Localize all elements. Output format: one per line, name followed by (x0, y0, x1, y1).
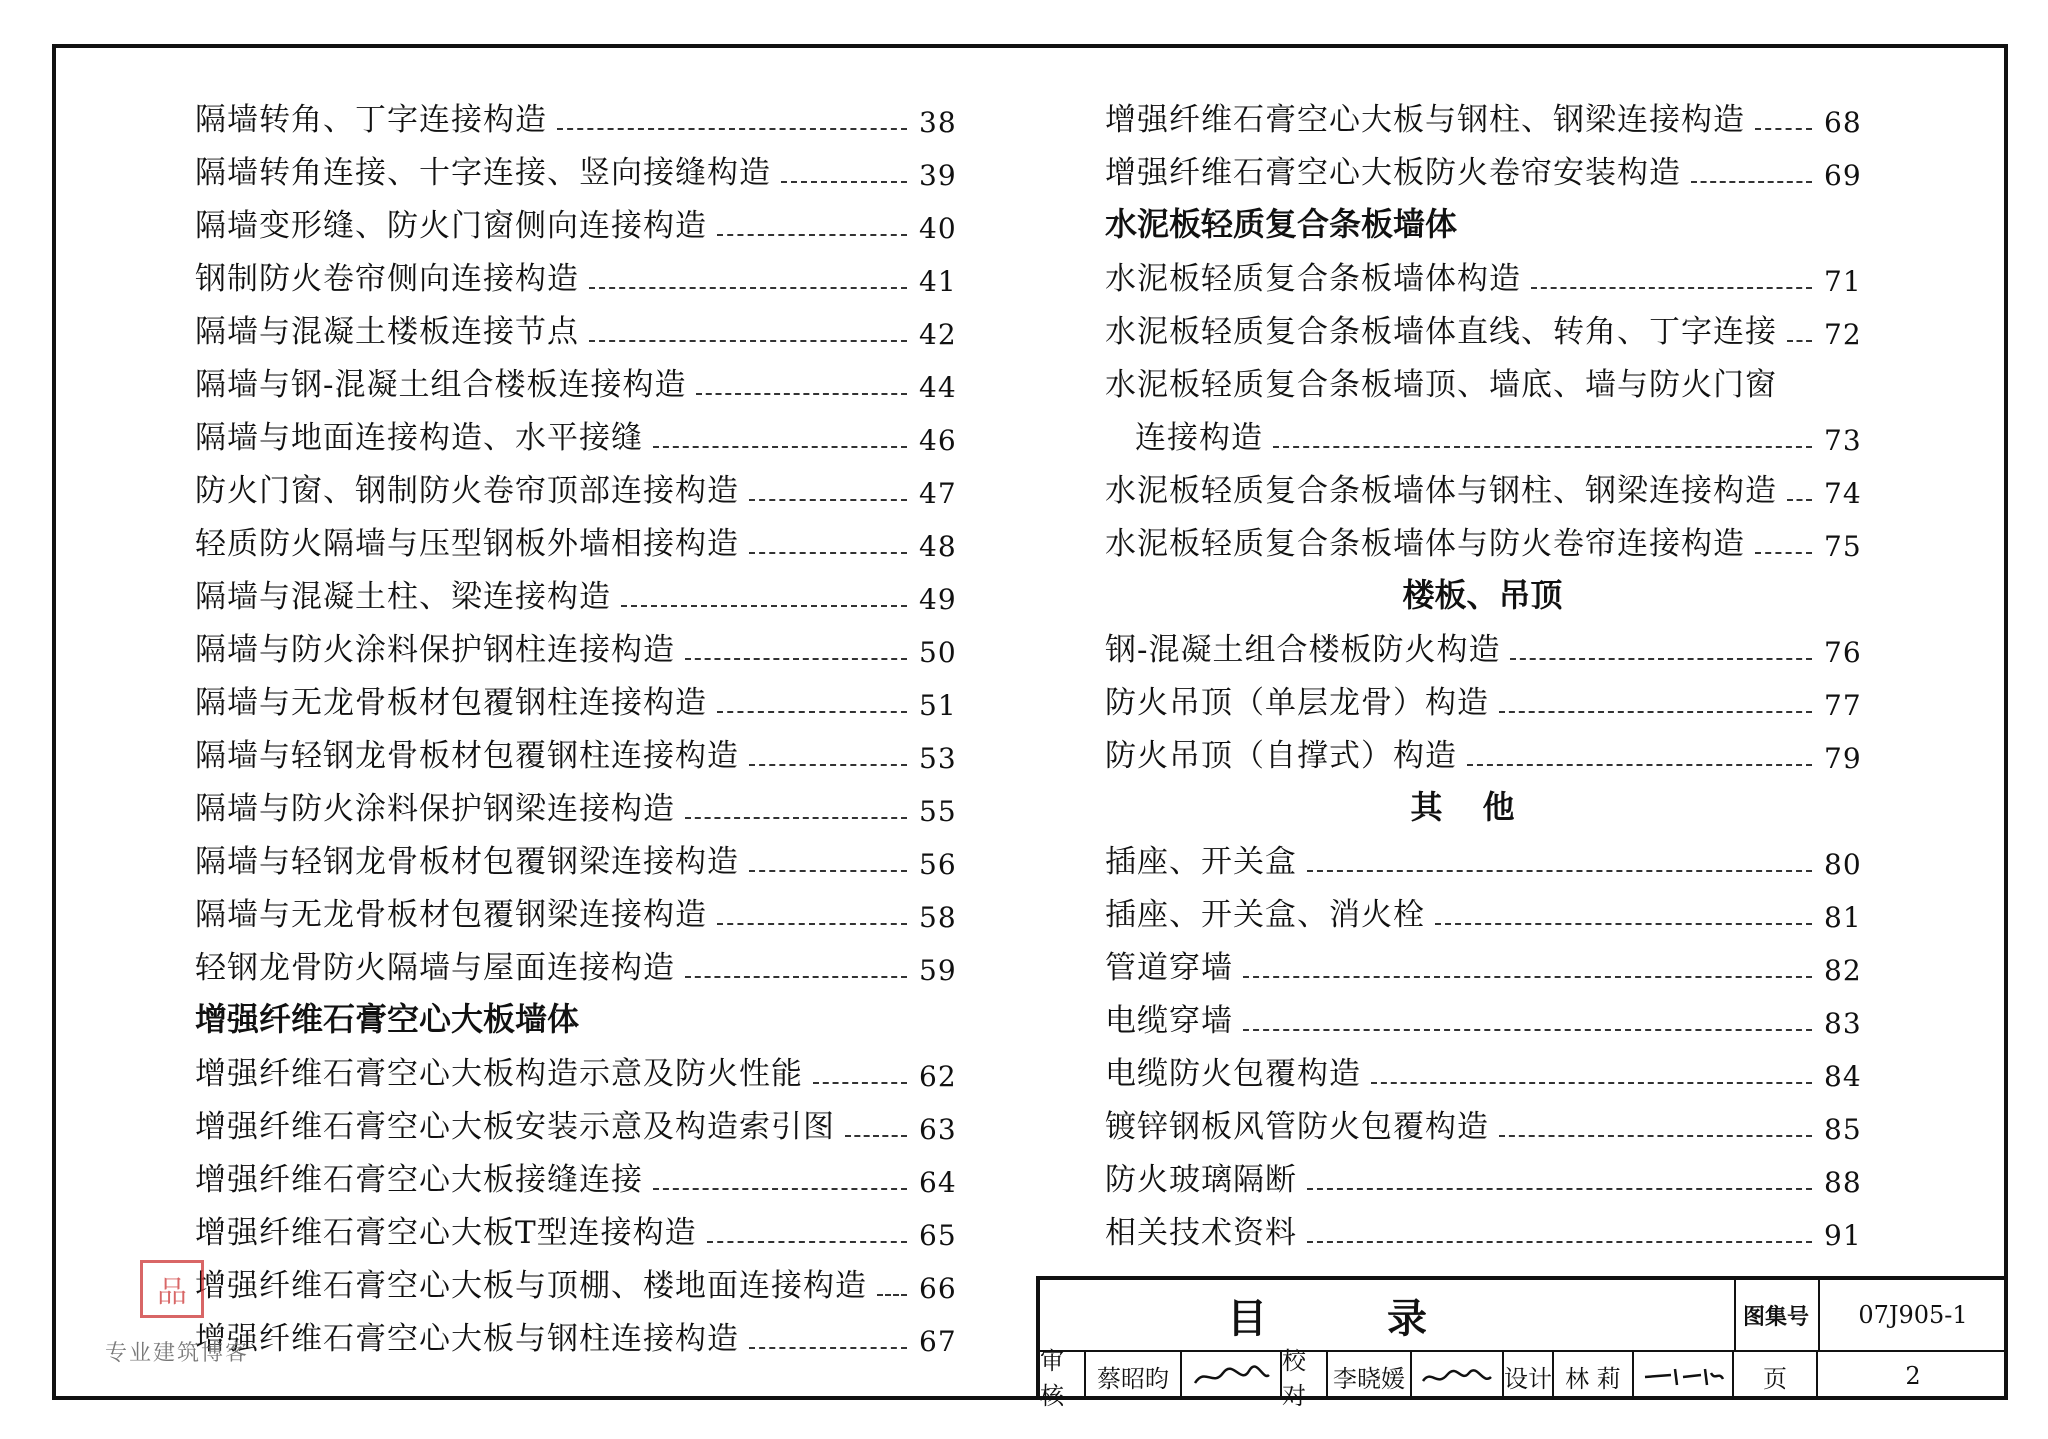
dot-leader (1691, 181, 1812, 183)
toc-entry[interactable] (1105, 1040, 1860, 1093)
reviewer-name: 蔡昭昀 (1086, 1352, 1182, 1400)
toc-entry-title: 隔墙与防火涂料保护钢梁连接构造 (195, 791, 675, 827)
toc-entry[interactable] (1105, 1093, 1860, 1146)
toc-entry-page: 44 (919, 371, 957, 404)
toc-entry[interactable] (1105, 404, 1860, 457)
toc-entry-page: 46 (919, 424, 957, 457)
toc-entry-title: 防火吊顶（自撑式）构造 (1105, 738, 1457, 774)
toc-entry-page: 75 (1824, 530, 1862, 563)
toc-entry-page: 91 (1824, 1219, 1862, 1252)
toc-entry-title: 隔墙与防火涂料保护钢柱连接构造 (195, 632, 675, 668)
toc-entry-page: 81 (1824, 901, 1862, 934)
toc-entry[interactable] (1105, 616, 1860, 669)
toc-entry-page: 76 (1824, 636, 1862, 669)
toc-entry-page: 53 (919, 742, 957, 775)
dot-leader (781, 181, 907, 183)
toc-entry-page: 66 (919, 1272, 957, 1305)
toc-right-column (1105, 86, 1860, 1252)
dot-leader (1307, 1188, 1812, 1190)
dot-leader (1243, 1029, 1812, 1031)
toc-entry-title: 插座、开关盒、消火栓 (1105, 897, 1425, 933)
toc-entry-title: 相关技术资料 (1105, 1215, 1297, 1251)
toc-entry-title: 增强纤维石膏空心大板与钢柱连接构造 (195, 1321, 739, 1357)
toc-entry[interactable] (1105, 934, 1860, 987)
dot-leader (653, 446, 907, 448)
toc-entry-page: 39 (919, 159, 957, 192)
toc-entry[interactable] (195, 1093, 955, 1146)
toc-entry-title: 增强纤维石膏空心大板构造示意及防火性能 (195, 1056, 803, 1092)
toc-entry-title: 隔墙与钢-混凝土组合楼板连接构造 (195, 367, 687, 403)
toc-entry-page: 69 (1824, 159, 1862, 192)
toc-entry[interactable] (195, 775, 955, 828)
dot-leader (877, 1294, 907, 1296)
dot-leader (685, 817, 907, 819)
dot-leader (1273, 446, 1812, 448)
toc-entry-title: 隔墙与无龙骨板材包覆钢梁连接构造 (195, 897, 707, 933)
atlas-number: 07J905-1 (1818, 1280, 2008, 1352)
toc-entry[interactable] (1105, 1199, 1860, 1252)
dot-leader (749, 1347, 907, 1349)
toc-entry-title: 插座、开关盒 (1105, 844, 1297, 880)
toc-entry-title: 防火门窗、钢制防火卷帘顶部连接构造 (195, 473, 739, 509)
dot-leader (685, 658, 907, 660)
dot-leader (845, 1135, 907, 1137)
dot-leader (1499, 1135, 1812, 1137)
dot-leader (1371, 1082, 1812, 1084)
section-heading (195, 987, 955, 1040)
toc-entry-title: 隔墙与轻钢龙骨板材包覆钢柱连接构造 (195, 738, 739, 774)
toc-entry-page: 83 (1824, 1007, 1862, 1040)
toc-entry-page: 63 (919, 1113, 957, 1146)
toc-entry-title: 轻质防火隔墙与压型钢板外墙相接构造 (195, 526, 739, 562)
toc-entry[interactable] (195, 934, 955, 987)
design-label: 设计 (1504, 1352, 1554, 1400)
toc-entry[interactable] (1105, 987, 1860, 1040)
toc-entry-title: 增强纤维石膏空心大板与顶棚、楼地面连接构造 (195, 1268, 867, 1304)
section-heading-text: 其他 (1410, 788, 1555, 826)
toc-entry-title: 增强纤维石膏空心大板防火卷帘安装构造 (1105, 155, 1681, 191)
toc-entry[interactable] (195, 881, 955, 934)
toc-entry-page: 71 (1824, 265, 1862, 298)
toc-entry[interactable] (195, 616, 955, 669)
toc-entry[interactable] (195, 457, 955, 510)
toc-entry[interactable] (195, 192, 955, 245)
dot-leader (589, 287, 907, 289)
toc-entry-title: 防火玻璃隔断 (1105, 1162, 1297, 1198)
toc-entry-page: 50 (919, 636, 957, 669)
dot-leader (1510, 658, 1812, 660)
toc-entry-title: 增强纤维石膏空心大板与钢柱、钢梁连接构造 (1105, 102, 1745, 138)
toc-entry[interactable] (1105, 881, 1860, 934)
toc-entry-page: 55 (919, 795, 957, 828)
page-label: 页 (1734, 1352, 1818, 1400)
checker-name: 李晓媛 (1328, 1352, 1412, 1400)
reviewer-signature (1182, 1352, 1282, 1400)
toc-entry-title: 电缆防火包覆构造 (1105, 1056, 1361, 1092)
designer-name: 林 莉 (1554, 1352, 1634, 1400)
toc-entry-title: 水泥板轻质复合条板墙体与钢柱、钢梁连接构造 (1105, 473, 1777, 509)
dot-leader (813, 1082, 907, 1084)
toc-entry-page: 77 (1824, 689, 1862, 722)
toc-entry-title: 隔墙与无龙骨板材包覆钢柱连接构造 (195, 685, 707, 721)
dot-leader (685, 976, 907, 978)
toc-entry[interactable] (195, 1199, 955, 1252)
watermark-seal: 品 (140, 1260, 204, 1318)
dot-leader (1435, 923, 1812, 925)
toc-entry-page: 64 (919, 1166, 957, 1199)
toc-entry[interactable] (195, 245, 955, 298)
page-number: 2 (1905, 1362, 1921, 1390)
toc-entry-title: 隔墙与混凝土楼板连接节点 (195, 314, 579, 350)
toc-entry-page: 82 (1824, 954, 1862, 987)
dot-leader (1787, 499, 1812, 501)
toc-entry-page: 58 (919, 901, 957, 934)
dot-leader (1243, 976, 1812, 978)
toc-left-column (195, 86, 955, 1358)
dot-leader (749, 499, 907, 501)
dot-leader (1787, 340, 1812, 342)
toc-entry-title: 水泥板轻质复合条板墙体直线、转角、丁字连接 (1105, 314, 1777, 350)
toc-entry-page: 72 (1824, 318, 1862, 351)
toc-entry[interactable] (195, 563, 955, 616)
toc-entry[interactable] (195, 139, 955, 192)
review-label: 审核 (1040, 1352, 1086, 1400)
toc-entry[interactable] (195, 86, 955, 139)
designer-signature (1634, 1352, 1734, 1400)
check-label: 校对 (1282, 1352, 1328, 1400)
atlas-number-label: 图集号 (1734, 1280, 1820, 1352)
dot-leader (653, 1188, 907, 1190)
toc-entry[interactable] (195, 669, 955, 722)
toc-entry-page: 73 (1824, 424, 1862, 457)
toc-entry-title: 水泥板轻质复合条板墙体与防火卷帘连接构造 (1105, 526, 1745, 562)
toc-entry-page: 59 (919, 954, 957, 987)
toc-entry[interactable] (1105, 457, 1860, 510)
toc-entry-title: 增强纤维石膏空心大板安装示意及构造索引图 (195, 1109, 835, 1145)
toc-entry-title: 轻钢龙骨防火隔墙与屋面连接构造 (195, 950, 675, 986)
dot-leader (696, 393, 907, 395)
toc-entry-page: 88 (1824, 1166, 1862, 1199)
toc-entry-page: 80 (1824, 848, 1862, 881)
toc-entry-page: 38 (919, 106, 957, 139)
toc-entry[interactable] (195, 1252, 955, 1305)
toc-entry-title: 增强纤维石膏空心大板接缝连接 (195, 1162, 643, 1198)
dot-leader (749, 764, 907, 766)
dot-leader (1467, 764, 1812, 766)
dot-leader (557, 128, 907, 130)
dot-leader (717, 234, 907, 236)
dot-leader (749, 870, 907, 872)
toc-entry-title: 镀锌钢板风管防火包覆构造 (1105, 1109, 1489, 1145)
toc-entry-page: 67 (919, 1325, 957, 1358)
toc-entry[interactable] (195, 351, 955, 404)
toc-entry-title: 管道穿墙 (1105, 950, 1233, 986)
toc-entry-title: 钢-混凝土组合楼板防火构造 (1105, 632, 1501, 668)
toc-entry-page: 84 (1824, 1060, 1862, 1093)
toc-entry[interactable] (195, 404, 955, 457)
toc-entry[interactable] (195, 828, 955, 881)
toc-entry-title: 增强纤维石膏空心大板T型连接构造 (195, 1215, 697, 1251)
dot-leader (1499, 711, 1812, 713)
toc-entry-title: 隔墙变形缝、防火门窗侧向连接构造 (195, 208, 707, 244)
toc-entry[interactable] (1105, 510, 1860, 563)
toc-entry-title: 隔墙转角、丁字连接构造 (195, 102, 547, 138)
toc-entry-title: 连接构造 (1135, 420, 1263, 456)
dot-leader (707, 1241, 907, 1243)
toc-entry-title: 隔墙与轻钢龙骨板材包覆钢梁连接构造 (195, 844, 739, 880)
toc-entry-page: 40 (919, 212, 957, 245)
toc-entry-title: 钢制防火卷帘侧向连接构造 (195, 261, 579, 297)
toc-entry[interactable] (1105, 669, 1860, 722)
toc-entry[interactable] (195, 510, 955, 563)
toc-entry-page: 79 (1824, 742, 1862, 775)
toc-entry[interactable] (1105, 1146, 1860, 1199)
dot-leader (1307, 870, 1812, 872)
toc-entry[interactable] (1105, 351, 1860, 404)
toc-entry[interactable] (195, 1305, 955, 1358)
dot-leader (749, 552, 907, 554)
toc-entry-page: 49 (919, 583, 957, 616)
title-block (1036, 1276, 2008, 1410)
toc-entry-page: 68 (1824, 106, 1862, 139)
dot-leader (1531, 287, 1812, 289)
toc-entry-page: 48 (919, 530, 957, 563)
toc-entry-page: 47 (919, 477, 957, 510)
toc-entry-title: 防火吊顶（单层龙骨）构造 (1105, 685, 1489, 721)
dot-leader (1755, 552, 1812, 554)
section-heading-text: 增强纤维石膏空心大板墙体 (195, 1000, 580, 1038)
toc-entry-title: 水泥板轻质复合条板墙顶、墙底、墙与防火门窗 (1105, 367, 1777, 403)
toc-entry[interactable] (195, 1146, 955, 1199)
toc-entry[interactable] (195, 1040, 955, 1093)
toc-entry-page: 65 (919, 1219, 957, 1252)
section-heading (1105, 563, 1860, 616)
toc-entry-title: 水泥板轻质复合条板墙体构造 (1105, 261, 1521, 297)
toc-entry-title: 电缆穿墙 (1105, 1003, 1233, 1039)
toc-entry[interactable] (1105, 245, 1860, 298)
toc-entry-page: 42 (919, 318, 957, 351)
toc-entry-title: 隔墙与混凝土柱、梁连接构造 (195, 579, 611, 615)
section-heading (1105, 775, 1860, 828)
toc-entry[interactable] (1105, 828, 1860, 881)
toc-entry[interactable] (195, 722, 955, 775)
dot-leader (621, 605, 907, 607)
watermark-text: 专业建筑博客 (105, 1341, 250, 1366)
toc-entry[interactable] (195, 298, 955, 351)
toc-entry-page: 51 (919, 689, 957, 722)
toc-entry[interactable] (1105, 139, 1860, 192)
section-heading-text: 水泥板轻质复合条板墙体 (1105, 205, 1458, 243)
checker-signature (1412, 1352, 1504, 1400)
toc-entry-page: 56 (919, 848, 957, 881)
dot-leader (1307, 1241, 1812, 1243)
toc-entry-page: 62 (919, 1060, 957, 1093)
section-heading-text: 楼板、吊顶 (1402, 576, 1563, 614)
section-heading (1105, 192, 1860, 245)
toc-entry-page: 85 (1824, 1113, 1862, 1146)
toc-entry[interactable] (1105, 722, 1860, 775)
toc-entry-title: 隔墙与地面连接构造、水平接缝 (195, 420, 643, 456)
toc-entry-page: 41 (919, 265, 957, 298)
title-block-title: 目录 (1040, 1280, 1736, 1352)
toc-entry-page: 74 (1824, 477, 1862, 510)
dot-leader (1755, 128, 1812, 130)
dot-leader (589, 340, 907, 342)
toc-entry-title: 隔墙转角连接、十字连接、竖向接缝构造 (195, 155, 771, 191)
toc-entry[interactable] (1105, 86, 1860, 139)
title-block-signatures (1040, 1347, 2008, 1410)
toc-entry[interactable] (1105, 298, 1860, 351)
dot-leader (717, 923, 907, 925)
dot-leader (717, 711, 907, 713)
